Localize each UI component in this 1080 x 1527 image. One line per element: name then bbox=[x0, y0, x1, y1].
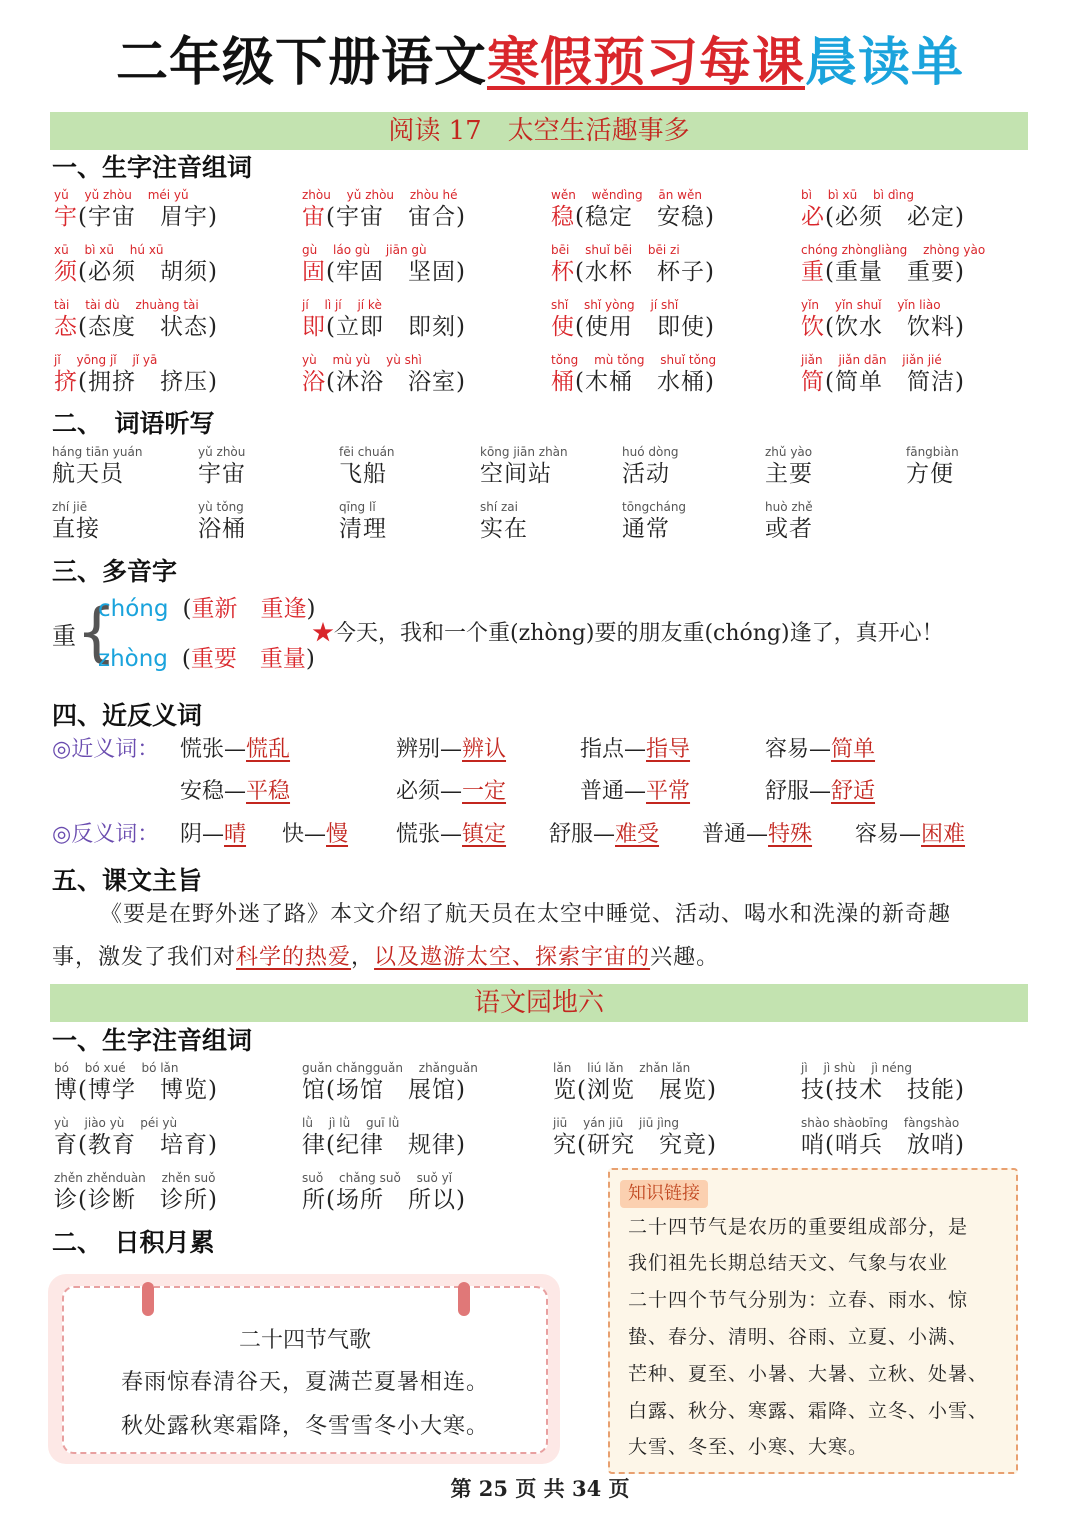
synonym-lead: ◎近义词： bbox=[52, 737, 160, 762]
char-words: 固(牢固 坚固) bbox=[302, 259, 466, 285]
section-heading-characters: 一、生字注音组词 bbox=[52, 153, 253, 182]
char-words: 饮(饮水 饮料) bbox=[801, 314, 965, 340]
polyphonic-char: 重 bbox=[52, 622, 76, 650]
synonym-pair: 必须—一定 bbox=[396, 779, 507, 804]
antonym-pair: 容易—困难 bbox=[855, 822, 966, 847]
char-words: 须(必须 胡须) bbox=[54, 259, 218, 285]
char-words: 使(使用 即使) bbox=[551, 314, 715, 340]
synonym-pair: 指点—指导 bbox=[580, 737, 691, 762]
char-words: 必(必须 必定) bbox=[801, 204, 965, 230]
pinyin: chóng zhòngliàng zhòng yào bbox=[801, 243, 986, 257]
page-title bbox=[0, 28, 1080, 98]
lesson-band-garden-six: 语文园地六 bbox=[50, 984, 1028, 1022]
pinyin: shǐ shǐ yòng jí shǐ bbox=[551, 298, 679, 312]
star-icon: ★ bbox=[312, 621, 335, 646]
section-heading-accumulation: 二、 日积月累 bbox=[52, 1228, 215, 1257]
pinyin: bì bì xū bì dìng bbox=[801, 188, 914, 202]
char-words: 即(立即 即刻) bbox=[302, 314, 466, 340]
char-words: 简(简单 简洁) bbox=[801, 369, 965, 395]
polyphonic-block bbox=[52, 592, 1032, 678]
knowledge-line: 我们祖先长期总结天文、气象与农业 bbox=[628, 1252, 949, 1274]
synonym-pair: 容易—简单 bbox=[765, 737, 876, 762]
poem-line: 春雨惊春清谷天，夏满芒夏暑相连。 bbox=[120, 1370, 489, 1395]
pinyin: zhòu yǔ zhòu zhòu hé bbox=[302, 188, 458, 202]
antonym-lead: ◎反义词： bbox=[52, 822, 160, 847]
antonym-pair: 阴—晴 bbox=[180, 822, 247, 847]
pinyin: gù láo gù jiān gù bbox=[302, 243, 427, 257]
lesson-band-17: 阅读 17 太空生活趣事多 bbox=[50, 112, 1028, 150]
poem-line: 秋处露秋寒霜降，冬雪雪冬小大寒。 bbox=[120, 1414, 489, 1439]
antonym-pair: 舒服—难受 bbox=[549, 822, 660, 847]
char-words: 桶(木桶 水桶) bbox=[551, 369, 715, 395]
page-number: 第 25 页 共 34 页 bbox=[450, 1476, 630, 1501]
pinyin: bēi shuǐ bēi bēi zi bbox=[551, 243, 680, 257]
pinyin: jiǎn jiǎn dān jiǎn jié bbox=[801, 353, 942, 367]
worksheet-page: 二年级下册语文寒假预习每课晨读单 阅读 17 太空生活趣事多 一、生字注音组词 yǔ yǔ zhòu méi yǔ 宇(宇宙 眉宇) zhòu yǔ zhòu zhòu hé 宙(宇宙 宙合) wěn wěndìng ān wěn 稳(稳定 安稳) bì bì xū bì dìng 必(必须 必定) xū bì xū hú xū 须(必须 胡须) gù láo gù jiān gù 固(牢固 坚固) bēi shuǐ bēi bēi zi 杯(水杯 杯子) chóng zhòngliàng zhòng yào 重(重量 重要) tài tài dù zhuàng tài 态(态度 状态) jí lì jí jí kè 即(立即 即刻) shǐ shǐ yòng jí shǐ 使(使用 即使) yǐn yǐn shuǐ yǐn liào 饮(饮水 饮料) jǐ yōng jǐ jǐ yā 挤(拥挤 挤压) yù mù yù yù shì 浴(沐浴 浴室) tǒng mù tǒng shuǐ tǒng 桶(木桶 水桶) jiǎn jiǎn dān jiǎn jié 简(简单 简洁) 二、 词语听写 háng tiān yuán 航天员 yǔ zhòu 宇宙 fēi chuán 飞船 kōng jiān zhàn 空间站 huó dòng 活动 zhǔ yào 主要 fāngbiàn 方便 zhí jiē 直接 yù tǒng 浴桶 qīng lǐ 清理 shí zai 实在 tōngcháng 通常 huò zhě 或者 三、多音字 重 { chóng (重新 重逢) zhòng (重要 重量) ★今天，我和一个重(zhòng)要的朋友重(chóng)逢了，真开心！ 四、近反义词 ◎近义词： 慌张—慌乱 辨别—辨认 指点—指导 容易—简单 安稳—平稳 必须—一定 普通—平常 舒服—舒适 ◎反义词： 阴—晴 快—慢 慌张—镇定 舒服—难受 普通—特殊 容易—困难 五、课文主旨 《要是在野外迷了路》本文介绍了航天员在太空中睡觉、活动、喝水和洗澡的新奇趣 事，激发了我们对科学的热爱，以及遨游太空、探索宇宙的兴趣。 语文园地六 一、生字注音组词 bó bó xué bó lǎn 博(博学 博览) guǎn chǎngguǎn zhǎnguǎn 馆(场馆 展馆) lǎn liú lǎn zhǎn lǎn 览(浏览 展览) jì jì shù jì néng 技(技术 技能) yù jiào yù péi yù 育(教育 培育) lǜ jì lǜ guī lǜ 律(纪律 规律) jiū yán jiū jiū jìng 究(研究 究竟) shào shàobīng fàngshào 哨(哨兵 放哨) zhěn zhěnduàn zhěn suǒ 诊(诊断 诊所) suǒ chǎng suǒ suǒ yǐ 所(场所 所以) 二、 日积月累 二十四节气歌 春雨惊春清谷天，夏满芒夏暑相连。 秋处露秋寒霜降，冬雪雪冬小大寒。 知识链接 二十四节气是农历的重要组成部分，是 我们祖先长期总结天文、气象与农业 二十四个节气分别为：立春、雨水、惊 蛰、春分、清明、谷雨、立夏、小满、 芒种、夏至、小暑、大暑、立秋、处暑、 白露、秋分、寒露、霜降、立冬、小雪、 大雪、冬至、小寒、大寒。 第 25 页 共 34 页 bbox=[0, 0, 1080, 1527]
pinyin: jí lì jí jí kè bbox=[302, 298, 382, 312]
section-heading-main-idea: 五、课文主旨 bbox=[52, 866, 203, 895]
char-words: 态(态度 状态) bbox=[54, 314, 218, 340]
synonym-pair: 慌张—慌乱 bbox=[180, 737, 291, 762]
title-part-preview: 寒假预习每课 bbox=[486, 33, 805, 93]
antonym-pair: 快—慢 bbox=[282, 822, 349, 847]
poem-card bbox=[48, 1274, 560, 1464]
synonym-pair: 舒服—舒适 bbox=[765, 779, 876, 804]
knowledge-line: 蛰、春分、清明、谷雨、立夏、小满、 bbox=[628, 1326, 969, 1348]
knowledge-line: 芒种、夏至、小暑、大暑、立秋、处暑、 bbox=[628, 1363, 989, 1385]
section-heading-synonyms: 四、近反义词 bbox=[52, 701, 203, 730]
knowledge-line: 大雪、冬至、小寒、大寒。 bbox=[628, 1436, 869, 1458]
title-part-reading: 晨读单 bbox=[805, 33, 965, 93]
knowledge-tag: 知识链接 bbox=[620, 1180, 708, 1208]
pin-icon bbox=[458, 1282, 470, 1316]
pinyin: yǐn yǐn shuǐ yǐn liào bbox=[801, 298, 941, 312]
reading-zhong: zhòng (重要 重量) bbox=[98, 646, 315, 672]
char-words: 宙(宇宙 宙合) bbox=[302, 204, 466, 230]
pinyin: yǔ yǔ zhòu méi yǔ bbox=[54, 188, 189, 202]
section-heading-characters-2: 一、生字注音组词 bbox=[52, 1026, 253, 1055]
main-idea-paragraph bbox=[52, 893, 1030, 979]
antonym-pair: 慌张—镇定 bbox=[396, 822, 507, 847]
main-idea-line: 《要是在野外迷了路》本文介绍了航天员在太空中睡觉、活动、喝水和洗澡的新奇趣 bbox=[100, 902, 952, 927]
example-sentence: ★今天，我和一个重(zhòng)要的朋友重(chóng)逢了，真开心！ bbox=[312, 621, 944, 646]
pinyin: yù mù yù yù shì bbox=[302, 353, 422, 367]
pinyin: jǐ yōng jǐ jǐ yā bbox=[54, 353, 158, 367]
synonym-pair: 安稳—平稳 bbox=[180, 779, 291, 804]
main-idea-line: 事，激发了我们对科学的热爱，以及遨游太空、探索宇宙的兴趣。 bbox=[52, 945, 720, 970]
title-part-grade: 二年级下册语文 bbox=[115, 33, 487, 93]
synonym-pair: 普通—平常 bbox=[580, 779, 691, 804]
char-words: 宇(宇宙 眉宇) bbox=[54, 204, 218, 230]
pin-icon bbox=[142, 1282, 154, 1316]
char-words: 挤(拥挤 挤压) bbox=[54, 369, 218, 395]
pinyin: wěn wěndìng ān wěn bbox=[551, 188, 702, 202]
pinyin: tài tài dù zhuàng tài bbox=[54, 298, 199, 312]
knowledge-line: 白露、秋分、寒露、霜降、立冬、小雪、 bbox=[628, 1400, 989, 1422]
reading-chong: chóng (重新 重逢) bbox=[98, 596, 316, 622]
synonym-pair: 辨别—辨认 bbox=[396, 737, 507, 762]
section-heading-dictation: 二、 词语听写 bbox=[52, 409, 215, 438]
knowledge-link-box bbox=[608, 1168, 1018, 1474]
poem-card-inner bbox=[62, 1286, 548, 1454]
knowledge-line: 二十四节气是农历的重要组成部分，是 bbox=[628, 1216, 969, 1238]
char-words: 重(重量 重要) bbox=[801, 259, 965, 285]
pinyin: tǒng mù tǒng shuǐ tǒng bbox=[551, 353, 717, 367]
knowledge-line: 二十四个节气分别为：立春、雨水、惊 bbox=[628, 1289, 969, 1311]
brace-icon: { bbox=[76, 596, 117, 670]
section-heading-polyphonic: 三、多音字 bbox=[52, 557, 178, 586]
char-words: 浴(沐浴 浴室) bbox=[302, 369, 466, 395]
antonym-pair: 普通—特殊 bbox=[702, 822, 813, 847]
poem-title: 二十四节气歌 bbox=[238, 1328, 371, 1353]
char-words: 杯(水杯 杯子) bbox=[551, 259, 715, 285]
pinyin: xū bì xū hú xū bbox=[54, 243, 164, 257]
char-words: 稳(稳定 安稳) bbox=[551, 204, 715, 230]
